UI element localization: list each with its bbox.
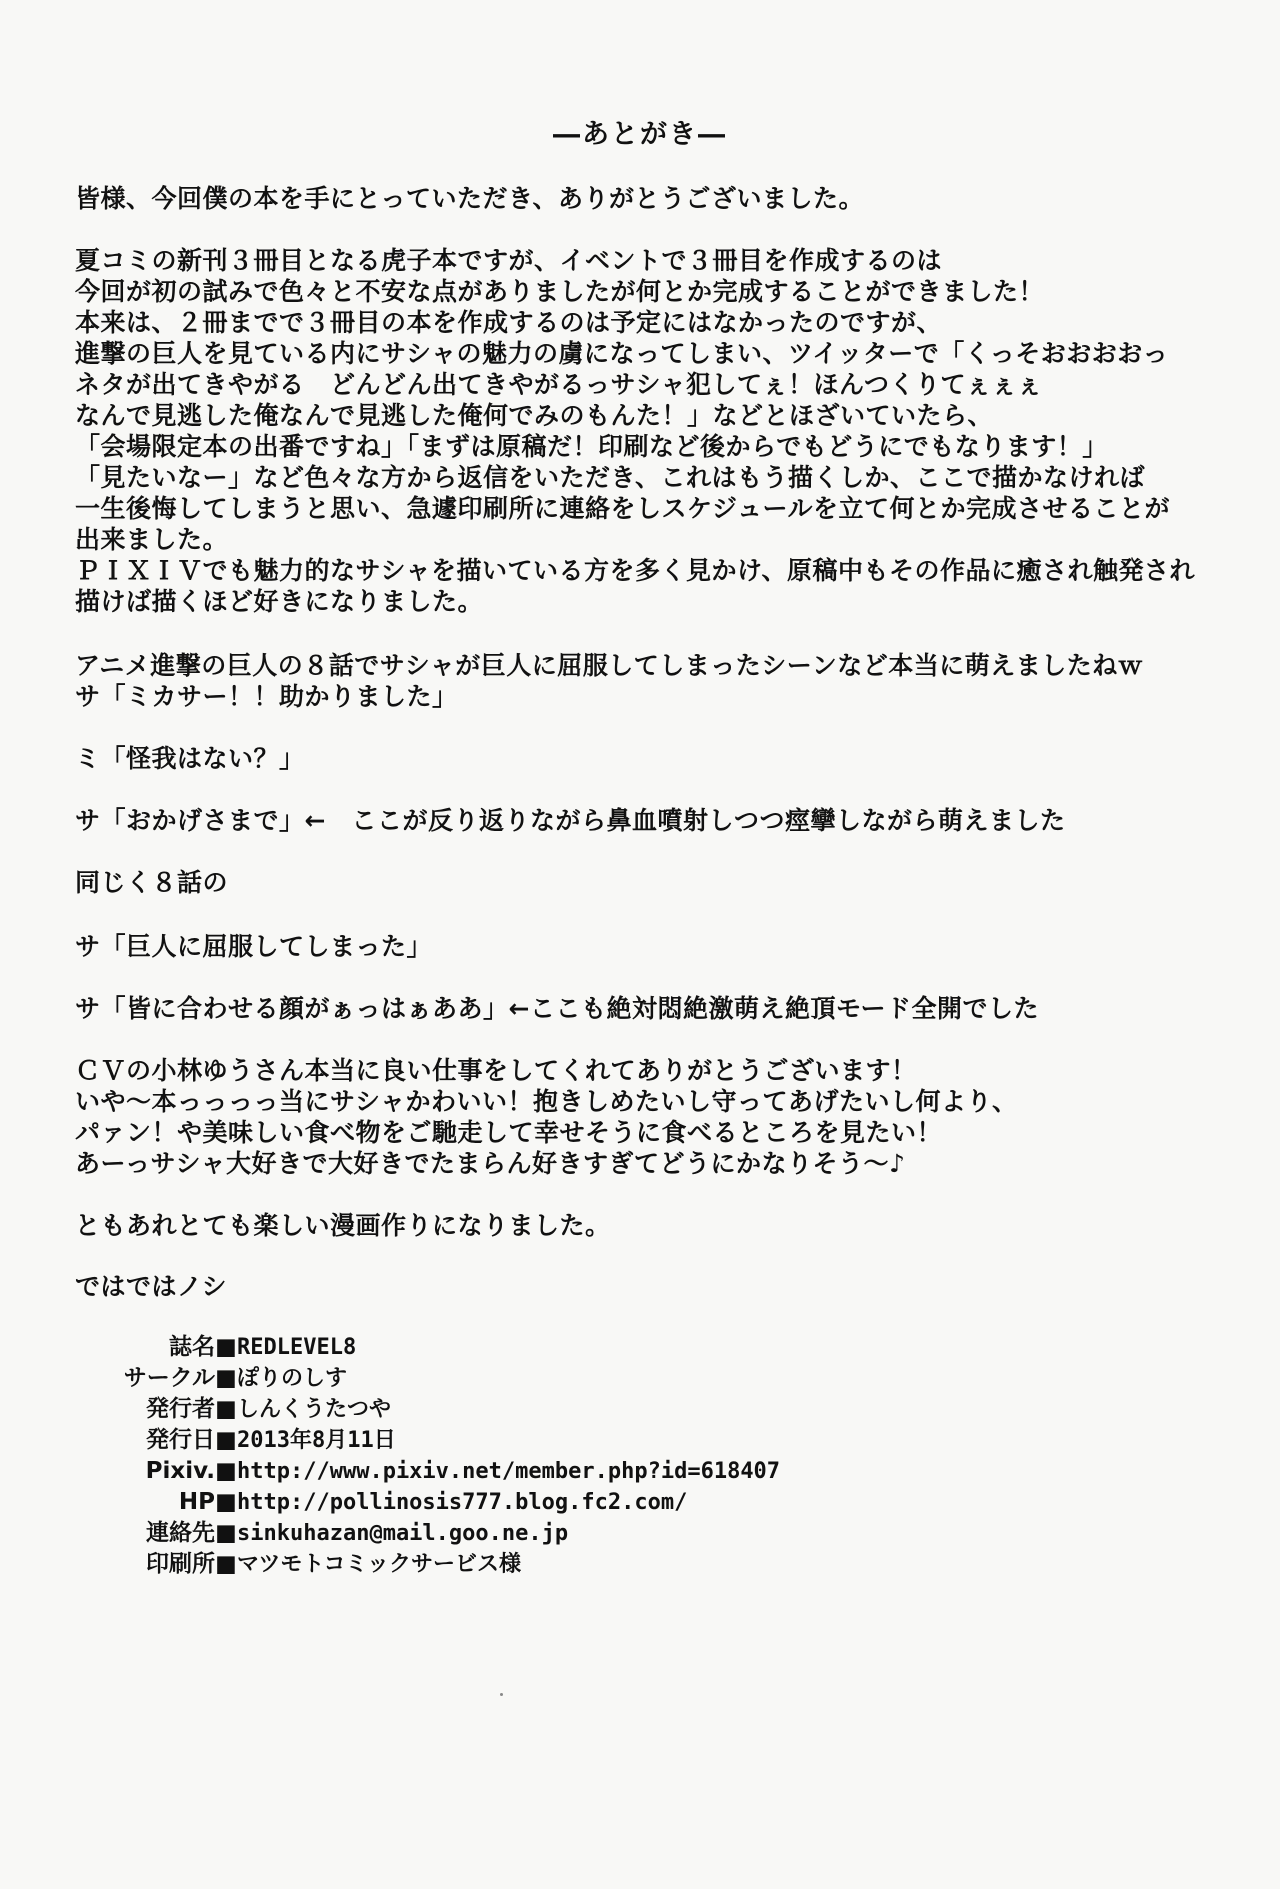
square-bullet-icon: ■ [215, 1396, 237, 1422]
text-line: ではではノシ [75, 1272, 228, 1301]
text-line: いや～本っっっっ当にサシャかわいい！抱きしめたいし守ってあげたいし何より、 [75, 1087, 1018, 1116]
text-line: 進撃の巨人を見ている内にサシャの魅力の虜になってしまい、ツイッターで「くっそおおおおっ [75, 339, 1169, 368]
paragraph-signoff [75, 1271, 1255, 1302]
text-line: あーっサシャ大好きで大好きでたまらん好きすぎてどうにかなりそう～♪ [75, 1149, 906, 1178]
colophon-value: ぽりのしす [237, 1366, 348, 1391]
text-line: サ「ミカサー！！助かりました」 [75, 682, 458, 711]
square-bullet-icon: ■ [215, 1427, 237, 1453]
square-bullet-icon: ■ [215, 1551, 237, 1577]
colophon-row-homepage [95, 1487, 780, 1518]
colophon-label: 誌名 [169, 1334, 215, 1360]
text-line: ＰＩＸＩＶでも魅力的なサシャを描いている方を多く見かけ、原稿中もその作品に癒され触発され [75, 556, 1196, 585]
colophon-label: 連絡先 [146, 1520, 215, 1546]
colophon-row-pixiv [95, 1456, 780, 1487]
square-bullet-icon: ■ [215, 1458, 237, 1484]
paper-speck [500, 1693, 503, 1696]
text-line: ミ「怪我はない？」 [75, 744, 305, 773]
text-line: 描けば描くほど好きになりました。 [75, 587, 484, 616]
colophon-row-printer [95, 1549, 780, 1580]
text-line: ネタが出てきやがる どんどん出てきやがるっサシャ犯してぇ！ほんつくりてぇぇぇ [75, 370, 1043, 399]
colophon-label: サークル [123, 1365, 215, 1391]
text-line: ともあれとても楽しい漫画作りになりました。 [75, 1211, 611, 1240]
colophon-label: 発行者 [146, 1396, 215, 1422]
text-line: 本来は、２冊までで３冊目の本を作成するのは予定にはなかったのですが、 [75, 308, 943, 337]
paragraph-closing [75, 1210, 1255, 1241]
paragraph-dialogue-2 [75, 805, 1255, 836]
colophon-label: 印刷所 [146, 1551, 215, 1577]
paragraph-story [75, 245, 1255, 617]
colophon-label: Pixiv. [145, 1458, 215, 1484]
homepage-link: http://pollinosis777.blog.fc2.com/ [237, 1490, 688, 1515]
colophon-row-title [95, 1332, 780, 1363]
text-line: 「見たいなー」など色々な方から返信をいただき、これはもう描くしか、ここで描かなければ [75, 463, 1146, 492]
paragraph-episode [75, 867, 1255, 898]
colophon-value: REDLEVEL8 [237, 1335, 357, 1360]
colophon-value: マツモトコミックサービス様 [237, 1552, 522, 1577]
colophon-row-circle [95, 1363, 780, 1394]
text-line: パァン！や美味しい食べ物をご馳走して幸せそうに食べるところを見たい！ [75, 1118, 943, 1147]
text-line: ＣＶの小林ゆうさん本当に良い仕事をしてくれてありがとうございます！ [75, 1056, 917, 1085]
paragraph-dialogue-1 [75, 743, 1255, 774]
page-title: ―あとがき― [553, 119, 727, 150]
paragraph-anime [75, 650, 1255, 712]
text-line: 同じく８話の [75, 868, 229, 897]
colophon-value: 2013年8月11日 [237, 1428, 396, 1453]
contact-email: sinkuhazan@mail.goo.ne.jp [237, 1521, 569, 1546]
text-line: なんで見逃した俺なんで見逃した俺何でみのもんた！」などとほざいていたら、 [75, 401, 994, 430]
pixiv-link: http://www.pixiv.net/member.php?id=618407 [237, 1459, 781, 1484]
paragraph-thanks [75, 183, 1255, 214]
square-bullet-icon: ■ [215, 1489, 237, 1515]
square-bullet-icon: ■ [215, 1520, 237, 1546]
square-bullet-icon: ■ [215, 1365, 237, 1391]
paragraph-cv [75, 1055, 1255, 1179]
text-line: 「会場限定本の出番ですね」「まずは原稿だ！印刷など後からでもどうにでもなります！」 [75, 432, 1108, 461]
text-line: サ「おかげさまで」← ここが反り返りながら鼻血噴射しつつ痙攣しながら萌えました [75, 806, 1066, 835]
colophon-row-date [95, 1425, 780, 1456]
colophon-label: 発行日 [146, 1427, 215, 1453]
text-line: サ「皆に合わせる顔がぁっはぁああ」←ここも絶対悶絶激萌え絶頂モード全開でした [75, 994, 1039, 1023]
text-line: 一生後悔してしまうと思い、急遽印刷所に連絡をしスケジュールを立て何とか完成させることが [75, 494, 1171, 523]
colophon [95, 1332, 780, 1580]
colophon-value: しんくうたつや [237, 1397, 392, 1422]
paragraph-dialogue-4 [75, 993, 1255, 1024]
text-line: 夏コミの新刊３冊目となる虎子本ですが、イベントで３冊目を作成するのは [75, 246, 943, 275]
text-line: 皆様、今回僕の本を手にとっていただき、ありがとうございました。 [75, 184, 865, 213]
text-line: 今回が初の試みで色々と不安な点がありましたが何とか完成することができました！ [75, 277, 1045, 306]
square-bullet-icon: ■ [215, 1334, 237, 1360]
text-line: サ「巨人に屈服してしまった」 [75, 932, 433, 961]
text-line: アニメ進撃の巨人の８話でサシャが巨人に屈服してしまったシーンなど本当に萌えましたねｗ [75, 651, 1144, 680]
colophon-row-contact [95, 1518, 780, 1549]
colophon-label: HP [178, 1489, 215, 1515]
colophon-row-publisher [95, 1394, 780, 1425]
text-line: 出来ました。 [75, 525, 229, 554]
paragraph-dialogue-3 [75, 931, 1255, 962]
